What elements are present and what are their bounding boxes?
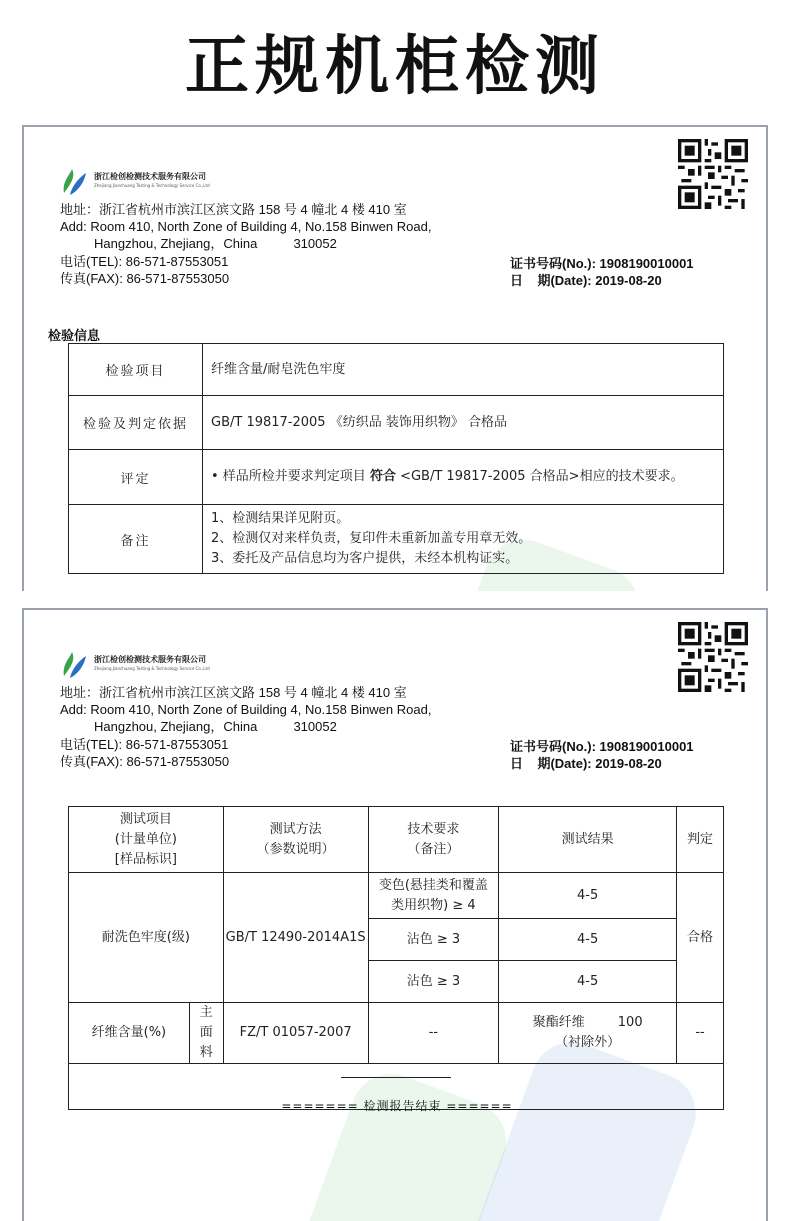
divider	[341, 1077, 451, 1078]
wash-fastness-item: 耐洗色牢度(级)	[69, 873, 224, 1003]
requirement-cell: 沾色 ≥ 3	[368, 961, 499, 1003]
company-name-en: Zhejiang Jianchuang Testing & Technology Service Co.,Ltd	[94, 183, 210, 188]
fiber-method: FZ/T 01057-2007	[223, 1003, 368, 1064]
logo-mark-icon	[58, 648, 90, 680]
result-cell: 4-5	[499, 919, 677, 961]
row-label: 检验及判定依据	[69, 396, 203, 450]
table-row	[69, 505, 724, 574]
certificate-number: 证书号码(No.): 1908190010001	[510, 256, 694, 271]
fiber-note: （衬除外）	[555, 1035, 621, 1050]
qr-code-icon	[678, 622, 748, 692]
requirement-text: 类用织物) ≥ 4	[391, 897, 476, 913]
table-row	[69, 344, 724, 396]
inspection-info-table	[68, 343, 724, 574]
table-header-row	[69, 807, 724, 873]
address-en-line1: Add: Room 410, North Zone of Building 4, No.158 Binwen Road,	[60, 702, 432, 717]
header-text: （参数说明）	[256, 841, 335, 857]
evaluation-pre: • 样品所检并要求判定项目	[211, 469, 370, 484]
fiber-name: 聚酯纤维	[532, 1015, 585, 1030]
fiber-part: 主面料	[189, 1003, 223, 1064]
wash-fastness-verdict: 合格	[677, 873, 724, 1003]
fax: 传真(FAX): 86-571-87553050	[60, 271, 230, 286]
evaluation-post: <GB/T 19817-2005 合格品>相应的技术要求。	[395, 469, 684, 484]
test-results-table	[68, 806, 724, 1110]
wash-fastness-method: GB/T 12490-2014A1S	[223, 873, 368, 1003]
company-logo	[58, 648, 258, 682]
fiber-result	[499, 1003, 677, 1064]
header-result: 测试结果	[499, 807, 677, 873]
header-text: [样品标识]	[114, 851, 177, 867]
certificate-number: 证书号码(No.): 1908190010001	[510, 739, 694, 754]
remark-line: 2、检测仅对来样负责，复印件未重新加盖专用章无效。	[211, 531, 532, 546]
requirement-cell: 沾色 ≥ 3	[368, 919, 499, 961]
report-end: ======= 检测报告结束 ======	[281, 1099, 513, 1113]
company-name-cn: 浙江检创检测技术服务有限公司	[94, 172, 206, 181]
fiber-requirement: --	[368, 1003, 499, 1064]
address-en-line2: Hangzhou, Zhejiang，China 310052	[94, 719, 337, 734]
header-text: 测试方法	[269, 821, 322, 837]
company-logo	[58, 165, 258, 199]
company-name-cn: 浙江检创检测技术服务有限公司	[94, 655, 206, 664]
report-page-2	[22, 608, 768, 1221]
row-value	[203, 505, 724, 574]
evaluation-conform: 符合	[369, 469, 396, 484]
remark-line: 3、委托及产品信息均为客户提供，未经本机构证实。	[211, 551, 519, 566]
result-cell: 4-5	[499, 961, 677, 1003]
report-page-1	[22, 125, 768, 591]
result-cell: 4-5	[499, 873, 677, 919]
requirement-text: 变色(悬挂类和覆盖	[378, 877, 488, 893]
header-text: 测试项目	[119, 811, 172, 827]
fiber-value: 100	[617, 1015, 643, 1030]
row-label: 备注	[69, 505, 203, 574]
header-text: (计量单位)	[114, 831, 177, 847]
requirement-cell	[368, 873, 499, 919]
address-cn: 地址：浙江省杭州市滨江区滨文路 158 号 4 幢北 4 楼 410 室	[60, 685, 407, 700]
table-row	[69, 873, 724, 919]
row-value	[203, 450, 724, 505]
row-label: 检验项目	[69, 344, 203, 396]
report-date: 日 期(Date): 2019-08-20	[510, 273, 662, 288]
fiber-result-line	[500, 1013, 675, 1033]
tel: 电话(TEL): 86-571-87553051	[60, 737, 229, 752]
headline: 正规机柜检测	[185, 30, 605, 104]
header-verdict: 判定	[677, 807, 724, 873]
address-en-line2: Hangzhou, Zhejiang，China 310052	[94, 236, 337, 251]
fiber-verdict: --	[677, 1003, 724, 1064]
row-value: GB/T 19817-2005 《纺织品 装饰用织物》 合格品	[203, 396, 724, 450]
header-requirement	[368, 807, 499, 873]
table-row	[69, 396, 724, 450]
section-title: 检验信息	[48, 329, 101, 344]
company-name-en: Zhejiang Jianchuang Testing & Technology Service Co.,Ltd	[94, 666, 210, 671]
header-test-item	[69, 807, 224, 873]
fiber-content-item: 纤维含量(%)	[69, 1003, 190, 1064]
header-text: 技术要求	[407, 821, 460, 837]
remark-line: 1、检测结果详见附页。	[211, 511, 350, 526]
header-test-method	[223, 807, 368, 873]
table-row	[69, 1003, 724, 1064]
row-value: 纤维含量/耐皂洗色牢度	[203, 344, 724, 396]
row-label: 评定	[69, 450, 203, 505]
table-row	[69, 450, 724, 505]
address-en-line1: Add: Room 410, North Zone of Building 4, No.158 Binwen Road,	[60, 219, 432, 234]
header-text: （备注）	[407, 841, 460, 857]
address-cn: 地址：浙江省杭州市滨江区滨文路 158 号 4 幢北 4 楼 410 室	[60, 202, 407, 217]
qr-code-icon	[678, 139, 748, 209]
fax: 传真(FAX): 86-571-87553050	[60, 754, 230, 769]
tel: 电话(TEL): 86-571-87553051	[60, 254, 229, 269]
logo-mark-icon	[58, 165, 90, 197]
report-date: 日 期(Date): 2019-08-20	[510, 756, 662, 771]
